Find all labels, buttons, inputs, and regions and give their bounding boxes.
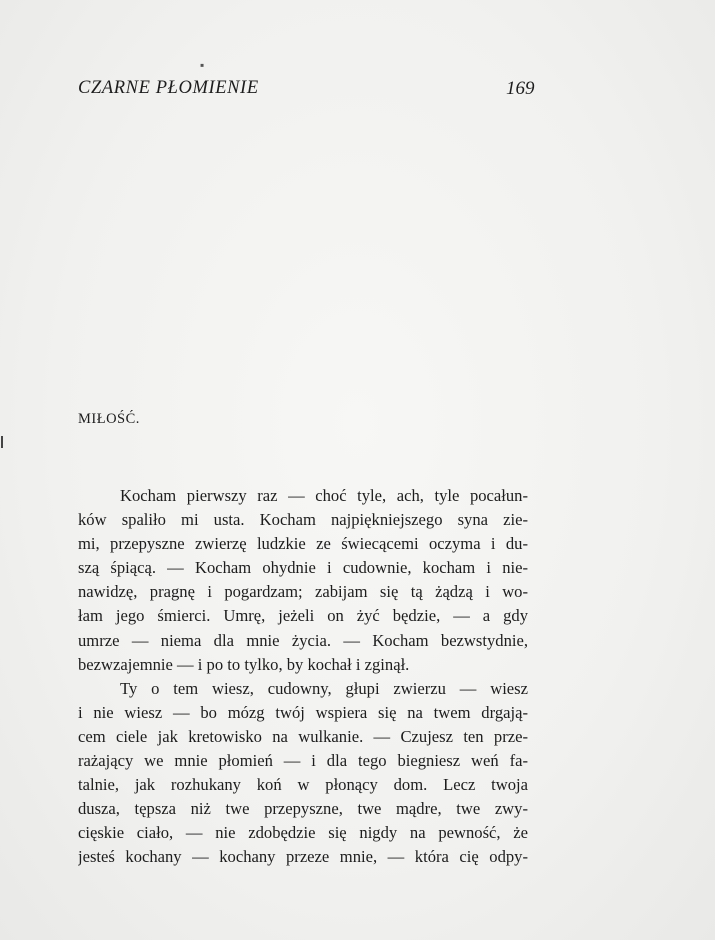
text-line: cięskie ciało, — nie zdobędzie się nigdy na pewność, że bbox=[78, 823, 528, 843]
text-line: umrze — niema dla mnie życia. — Kocham bezwstydnie, bbox=[78, 630, 528, 650]
text-line: talnie, jak rozhukany koń w płonący dom. Lecz twoja bbox=[78, 775, 528, 795]
paragraph bbox=[78, 677, 528, 870]
body-text bbox=[78, 484, 528, 870]
text-line: nawidzę, pragnę i pogardzam; zabijam się tą żądzą i wo- bbox=[78, 582, 528, 602]
text-line: i nie wiesz — bo mózg twój wspiera się na twem drgają- bbox=[78, 702, 528, 722]
text-line: rażający we mnie płomień — i dla tego biegniesz weń fa- bbox=[78, 751, 528, 771]
text-line: dusza, tępsza niż twe przepyszne, twe mądre, twe zwy- bbox=[78, 799, 528, 819]
paragraph bbox=[78, 484, 528, 677]
text-line: ków spaliło mi usta. Kocham najpiękniejszego syna zie- bbox=[78, 510, 528, 530]
section-title: MIŁOŚĆ. bbox=[78, 411, 140, 427]
text-line: szą śpiącą. — Kocham ohydnie i cudownie, kocham i nie- bbox=[78, 558, 528, 578]
text-line: Kocham pierwszy raz — choć tyle, ach, tyle pocałun- bbox=[120, 486, 528, 505]
text-line: Ty o tem wiesz, cudowny, głupi zwierzu — wiesz bbox=[120, 678, 528, 698]
print-speck: ▪ bbox=[200, 58, 205, 72]
text-line: cem ciele jak kretowisko na wulkanie. — Czujesz ten prze- bbox=[78, 726, 528, 746]
text-line: jesteś kochany — kochany przeze mnie, — która cię odpy- bbox=[78, 847, 528, 867]
text-line: bezwzajemnie — i po to tylko, by kochał i zginął. bbox=[78, 654, 410, 674]
text-line: mi, przepyszne zwierzę ludzkie ze świecącemi oczyma i du- bbox=[78, 534, 528, 554]
scan-edge-mark bbox=[1, 436, 3, 448]
text-line: łam jego śmierci. Umrę, jeżeli on żyć będzie, — a gdy bbox=[78, 606, 528, 626]
running-title: CZARNE PŁOMIENIE bbox=[78, 78, 259, 98]
page-number: 169 bbox=[506, 78, 535, 99]
